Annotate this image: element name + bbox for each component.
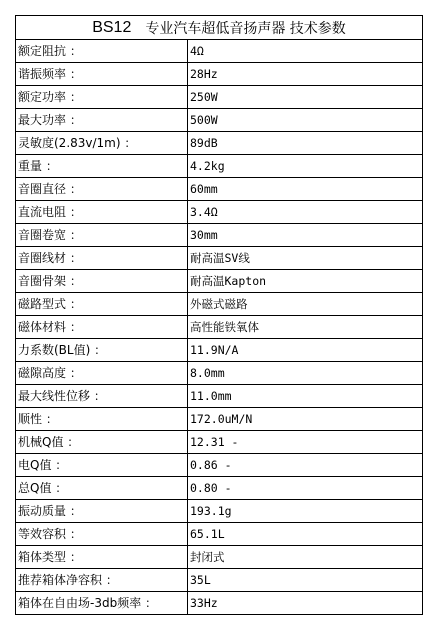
table-row [16, 546, 422, 569]
spec-label: 机械Q值 ： [16, 431, 188, 454]
table-row [16, 247, 422, 270]
spec-value: 高性能铁氧体 [188, 316, 423, 339]
spec-table [16, 40, 422, 614]
spec-value: 172.0uM/N [188, 408, 423, 431]
spec-label: 音圈直径 ： [16, 178, 188, 201]
spec-label: 谐振频率 ： [16, 63, 188, 86]
spec-value: 4Ω [190, 44, 204, 58]
spec-label: 音圈骨架 ： [16, 270, 188, 293]
spec-value: 0.86 - [188, 454, 423, 477]
spec-label: 直流电阻 ： [16, 201, 188, 224]
spec-value: 12.31 - [188, 431, 423, 454]
spec-value: 193.1g [188, 500, 423, 523]
spec-label: 箱体类型 ： [16, 546, 188, 569]
spec-value: 65.1L [188, 523, 423, 546]
table-row [16, 63, 422, 86]
spec-label: 电Q值 ： [16, 454, 188, 477]
spec-value: 0.80 - [188, 477, 423, 500]
spec-label: 额定阻抗 ： [16, 40, 188, 63]
spec-value: 封闭式 [188, 546, 423, 569]
spec-label: 等效容积 ： [16, 523, 188, 546]
table-row [16, 592, 422, 615]
spec-label: 磁路型式 ： [16, 293, 188, 316]
spec-label: 磁隙高度 ： [16, 362, 188, 385]
spec-label: 力系数(BL值) ： [16, 339, 188, 362]
table-row [16, 293, 422, 316]
table-row [16, 109, 422, 132]
spec-value: 89dB [188, 132, 423, 155]
spec-value: 30mm [188, 224, 423, 247]
table-row [16, 339, 422, 362]
table-row [16, 270, 422, 293]
spec-value: 8.0mm [188, 362, 423, 385]
table-row [16, 477, 422, 500]
spec-value: 500W [188, 109, 423, 132]
spec-value: 3.4Ω [188, 201, 423, 224]
spec-label: 箱体在自由场-3db频率 ： [16, 592, 188, 615]
spec-value: 11.0mm [188, 385, 423, 408]
spec-label: 总Q值 ： [16, 477, 188, 500]
spec-label: 推荐箱体净容积 ： [16, 569, 188, 592]
table-row [16, 385, 422, 408]
spec-label: 最大功率 ： [16, 109, 188, 132]
table-row [16, 500, 422, 523]
spec-value: 60mm [188, 178, 423, 201]
table-row [16, 155, 422, 178]
table-row [16, 40, 422, 63]
table-row [16, 178, 422, 201]
spec-value: 250W [188, 86, 423, 109]
spec-value: 耐高温SV线 [188, 247, 423, 270]
spec-label: 顺性 ： [16, 408, 188, 431]
spec-label: 音圈卷宽 ： [16, 224, 188, 247]
table-row [16, 362, 422, 385]
table-row [16, 316, 422, 339]
spec-label: 音圈线材 ： [16, 247, 188, 270]
spec-title [16, 16, 422, 40]
table-row [16, 569, 422, 592]
spec-label: 灵敏度(2.83v/1m) ： [16, 132, 188, 155]
table-row [16, 408, 422, 431]
spec-value: 外磁式磁路 [188, 293, 423, 316]
spec-value: 33Hz [188, 592, 423, 615]
table-row [16, 431, 422, 454]
spec-value: 耐高温Kapton [188, 270, 423, 293]
spec-value: 28Hz [188, 63, 423, 86]
table-row [16, 454, 422, 477]
title-text: 专业汽车超低音扬声器 技术参数 [145, 20, 346, 37]
model-name: BS12 [92, 18, 132, 36]
table-row [16, 224, 422, 247]
table-row [16, 523, 422, 546]
spec-sheet [15, 15, 423, 615]
spec-label: 振动质量 ： [16, 500, 188, 523]
spec-label: 最大线性位移 ： [16, 385, 188, 408]
spec-label: 重量 ： [16, 155, 188, 178]
table-row [16, 201, 422, 224]
spec-value: 11.9N/A [188, 339, 423, 362]
spec-value: 4.2kg [188, 155, 423, 178]
spec-value: 35L [188, 569, 423, 592]
table-row [16, 132, 422, 155]
spec-label: 磁体材料 ： [16, 316, 188, 339]
table-row [16, 86, 422, 109]
spec-label: 额定功率 ： [16, 86, 188, 109]
